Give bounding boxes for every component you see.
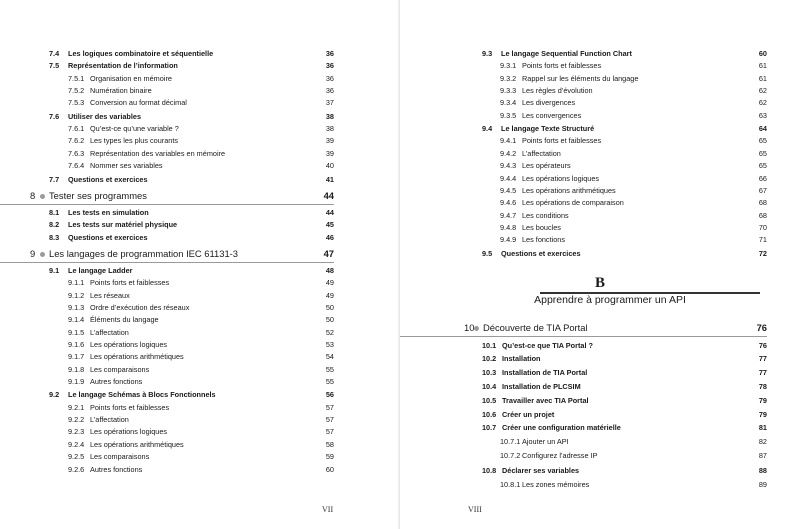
entry-title: Les convergences [522, 110, 582, 120]
entry-number: 9.1.6 [68, 340, 85, 349]
toc-section-entry [464, 340, 767, 352]
entry-page-number: 68 [758, 210, 767, 220]
entry-page-number: 76 [756, 322, 767, 333]
chapter-rule [0, 262, 334, 263]
toc-sub-entry [464, 210, 767, 222]
entry-page-number: 56 [325, 390, 334, 400]
toc-sub-entry [464, 148, 767, 160]
entry-number: 9.5 [482, 248, 493, 258]
toc-sub-entry [464, 85, 767, 97]
entry-page-number: 38 [325, 124, 334, 134]
entry-number: 10.7.2 [500, 450, 521, 460]
toc-sub-entry [30, 439, 334, 451]
entry-page-number: 78 [758, 381, 767, 391]
entry-number: 8.2 [49, 220, 60, 230]
entry-title: L’affectation [522, 148, 561, 158]
entry-title: Éléments du langage [90, 315, 159, 325]
entry-title: Tester ses programmes [49, 189, 147, 201]
toc-sub-entry [30, 376, 334, 388]
entry-page-number: 50 [325, 315, 334, 325]
entry-page-number: 60 [758, 49, 767, 58]
toc-sub-entry [464, 222, 767, 234]
entry-number: 10 [464, 322, 475, 333]
entry-page-number: 77 [758, 354, 767, 364]
entry-page-number: 79 [758, 409, 767, 419]
entry-page-number: 38 [325, 111, 334, 121]
entry-title: Ajouter un API [522, 437, 569, 447]
entry-page-number: 55 [325, 364, 334, 374]
entry-number: 7.4 [49, 49, 60, 58]
toc-sub-entry [464, 234, 767, 246]
entry-title: Les réseaux [90, 290, 130, 300]
entry-page-number: 76 [758, 340, 767, 350]
entry-number: 7.5.2 [68, 86, 85, 96]
entry-title: Conversion au format décimal [90, 98, 187, 108]
entry-title: Les opérations logiques [90, 340, 168, 349]
entry-number: 9.3.4 [500, 98, 517, 108]
entry-title: Le langage Schémas à Blocs Fonctionnels [68, 390, 216, 400]
entry-number: 9 [30, 247, 36, 259]
toc-section-entry [464, 395, 767, 407]
entry-page-number: 65 [758, 136, 767, 146]
chapter-bullet-icon [40, 252, 45, 257]
entry-page-number: 77 [758, 368, 767, 378]
entry-number: 10.7.1 [500, 437, 521, 447]
entry-number: 9.2.3 [68, 427, 85, 437]
entry-title: Questions et exercices [501, 248, 581, 258]
entry-page-number: 62 [758, 86, 767, 96]
toc-sub-entry [30, 97, 334, 109]
toc-sub-entry [30, 277, 334, 289]
entry-title: L’affectation [90, 415, 129, 425]
entry-number: 7.5 [49, 61, 60, 71]
toc-section-entry [30, 219, 334, 231]
toc-section-entry [464, 465, 767, 477]
toc-sub-entry [30, 339, 334, 351]
entry-page-number: 70 [758, 222, 767, 232]
entry-number: 7.7 [49, 174, 60, 184]
entry-page-number: 57 [325, 402, 334, 412]
entry-title: Les règles d’évolution [522, 86, 593, 96]
entry-number: 9.1.3 [68, 302, 85, 312]
entry-page-number: 53 [325, 340, 334, 349]
entry-page-number: 49 [325, 290, 334, 300]
entry-page-number: 58 [325, 439, 334, 449]
toc-sub-entry [30, 451, 334, 463]
entry-page-number: 36 [325, 61, 334, 71]
entry-number: 10.2 [482, 354, 497, 364]
entry-title: Le langage Sequential Function Chart [501, 49, 632, 58]
toc-sub-entry [30, 464, 334, 476]
entry-title: Points forts et faiblesses [90, 402, 170, 412]
entry-title: Les conditions [522, 210, 569, 220]
toc-section-entry [464, 381, 767, 393]
entry-number: 9.1.2 [68, 290, 85, 300]
entry-title: Représentation de l’information [68, 61, 178, 71]
entry-page-number: 47 [323, 247, 334, 259]
entry-page-number: 49 [325, 278, 334, 288]
toc-sub-entry [464, 160, 767, 172]
entry-number: 9.1 [49, 265, 60, 275]
entry-number: 10.7 [482, 423, 497, 433]
toc-sub-entry [464, 197, 767, 209]
toc-section-entry [464, 353, 767, 365]
toc-chapter-entry [464, 321, 767, 335]
entry-page-number: 79 [758, 395, 767, 405]
entry-page-number: 50 [325, 302, 334, 312]
entry-title: L’affectation [90, 327, 129, 337]
entry-title: Installation [502, 354, 541, 364]
entry-number: 7.6.2 [68, 136, 85, 146]
entry-page-number: 64 [758, 124, 767, 134]
toc-section-entry [464, 48, 767, 60]
toc-section-entry [30, 111, 334, 123]
toc-sub-entry [30, 414, 334, 426]
entry-title: Configurez l’adresse IP [522, 450, 598, 460]
entry-page-number: 60 [325, 464, 334, 474]
toc-sub-entry [30, 364, 334, 376]
entry-number: 9.4.9 [500, 235, 517, 245]
toc-sub-entry [464, 110, 767, 122]
entry-title: Utiliser des variables [68, 111, 142, 121]
toc-sub-entry [464, 60, 767, 72]
toc-sub-entry [30, 85, 334, 97]
entry-title: Les opérations logiques [522, 173, 600, 183]
entry-number: 9.1.9 [68, 377, 85, 387]
entry-page-number: 44 [323, 189, 334, 201]
entry-page-number: 65 [758, 161, 767, 171]
entry-title: Installation de TIA Portal [502, 368, 588, 378]
entry-number: 10.5 [482, 395, 497, 405]
entry-page-number: 48 [325, 265, 334, 275]
toc-sub-entry [30, 160, 334, 172]
entry-page-number: 45 [325, 220, 334, 230]
entry-title: Créer une configuration matérielle [502, 423, 621, 433]
entry-page-number: 61 [758, 73, 767, 83]
entry-number: 9.2.5 [68, 452, 85, 462]
entry-title: Les opérations logiques [90, 427, 168, 437]
entry-title: Les boucles [522, 222, 561, 232]
entry-title: Les opérateurs [522, 161, 571, 171]
toc-sub-entry [30, 302, 334, 314]
page-folio: VII [322, 505, 334, 514]
entry-number: 9.1.7 [68, 352, 85, 362]
part-title: Apprendre à programmer un API [534, 294, 686, 306]
entry-number: 7.6 [49, 111, 60, 121]
chapter-rule [0, 204, 334, 205]
toc-sub-entry [464, 436, 767, 448]
entry-page-number: 68 [758, 198, 767, 208]
entry-page-number: 44 [325, 207, 334, 217]
entry-title: Autres fonctions [90, 464, 143, 474]
entry-title: Ordre d’exécution des réseaux [90, 302, 190, 312]
entry-page-number: 67 [758, 185, 767, 195]
chapter-bullet-icon [474, 326, 479, 331]
entry-title: Les divergences [522, 98, 576, 108]
entry-page-number: 89 [758, 479, 767, 489]
entry-page-number: 66 [758, 173, 767, 183]
entry-number: 9.4.3 [500, 161, 517, 171]
entry-number: 9.3.1 [500, 61, 517, 71]
entry-title: Questions et exercices [68, 232, 148, 242]
toc-sub-entry [30, 351, 334, 363]
entry-number: 9.1.8 [68, 364, 85, 374]
entry-page-number: 87 [758, 450, 767, 460]
entry-number: 9.4 [482, 124, 493, 134]
entry-title: Les zones mémoires [522, 479, 590, 489]
entry-number: 9.4.2 [500, 148, 517, 158]
chapter-bullet-icon [40, 194, 45, 199]
entry-title: Installation de PLCSIM [502, 381, 581, 391]
entry-title: Nommer ses variables [90, 161, 163, 171]
part-letter: B [594, 275, 605, 291]
toc-sub-entry [464, 173, 767, 185]
toc-sub-entry [30, 402, 334, 414]
toc-sub-entry [464, 97, 767, 109]
entry-page-number: 37 [325, 98, 334, 108]
toc-sub-entry [30, 123, 334, 135]
entry-page-number: 62 [758, 98, 767, 108]
entry-number: 9.3.2 [500, 73, 517, 83]
entry-number: 9.1.1 [68, 278, 85, 288]
entry-number: 9.4.7 [500, 210, 517, 220]
entry-number: 10.3 [482, 368, 497, 378]
entry-title: Points forts et faiblesses [522, 136, 602, 146]
entry-title: Qu’est-ce que TIA Portal ? [502, 340, 593, 350]
entry-title: Travailler avec TIA Portal [502, 395, 589, 405]
entry-page-number: 41 [325, 174, 334, 184]
entry-page-number: 36 [325, 49, 334, 58]
entry-number: 7.6.4 [68, 161, 85, 171]
toc-chapter-entry [30, 247, 334, 261]
toc-section-entry [30, 265, 334, 277]
entry-title: Les langages de programmation IEC 61131-3 [49, 247, 239, 259]
entry-page-number: 88 [758, 465, 767, 475]
page-folio: VIII [468, 505, 482, 514]
toc-section-entry [30, 174, 334, 186]
entry-page-number: 39 [325, 136, 334, 146]
entry-number: 9.4.4 [500, 173, 517, 183]
entry-page-number: 54 [325, 352, 334, 362]
toc-sub-entry [30, 73, 334, 85]
toc-section-entry [30, 60, 334, 72]
toc-sub-entry [464, 135, 767, 147]
entry-title: Les opérations de comparaison [522, 198, 624, 208]
entry-page-number: 65 [758, 148, 767, 158]
entry-title: Questions et exercices [68, 174, 148, 184]
entry-number: 8.3 [49, 232, 60, 242]
entry-number: 10.8.1 [500, 479, 521, 489]
entry-number: 9.1.4 [68, 315, 85, 325]
entry-title: Les tests sur matériel physique [68, 220, 178, 230]
toc-chapter-entry [30, 189, 334, 203]
entry-number: 9.4.8 [500, 222, 517, 232]
entry-title: Les comparaisons [90, 364, 150, 374]
entry-title: Créer un projet [502, 409, 555, 419]
entry-number: 9.4.1 [500, 136, 517, 146]
toc-sub-entry [30, 135, 334, 147]
entry-page-number: 57 [325, 415, 334, 425]
toc-sub-entry [464, 479, 767, 491]
entry-number: 9.3.5 [500, 110, 517, 120]
entry-number: 9.2.6 [68, 464, 85, 474]
entry-number: 9.2.4 [68, 439, 85, 449]
entry-title: Les opérations arithmétiques [522, 185, 616, 195]
entry-page-number: 72 [758, 248, 767, 258]
toc-section-entry [30, 232, 334, 244]
entry-page-number: 40 [325, 161, 334, 171]
entry-page-number: 71 [758, 235, 767, 245]
entry-title: Numération binaire [90, 86, 152, 96]
entry-number: 10.6 [482, 409, 497, 419]
entry-page-number: 61 [758, 61, 767, 71]
entry-page-number: 39 [325, 148, 334, 158]
entry-title: Rappel sur les éléments du langage [522, 73, 639, 83]
entry-page-number: 82 [758, 437, 767, 447]
entry-title: Les opérations arithmétiques [90, 439, 184, 449]
entry-page-number: 63 [758, 110, 767, 120]
entry-number: 9.3.3 [500, 86, 517, 96]
entry-title: Les opérations arithmétiques [90, 352, 184, 362]
entry-title: Représentation des variables en mémoire [90, 148, 226, 158]
entry-title: Le langage Ladder [68, 265, 133, 275]
entry-number: 9.3 [482, 49, 493, 58]
entry-number: 9.2.2 [68, 415, 85, 425]
entry-number: 7.6.1 [68, 124, 85, 134]
entry-number: 7.6.3 [68, 148, 85, 158]
entry-title: Déclarer ses variables [502, 465, 580, 475]
toc-sub-entry [464, 450, 767, 462]
entry-page-number: 46 [325, 232, 334, 242]
right-page [400, 0, 800, 529]
toc-section-entry [464, 367, 767, 379]
entry-number: 9.4.6 [500, 198, 517, 208]
entry-title: Les types les plus courants [90, 136, 179, 146]
entry-title: Qu’est-ce qu’une variable ? [90, 124, 179, 134]
entry-number: 10.4 [482, 381, 497, 391]
entry-title: Les tests en simulation [68, 207, 149, 217]
toc-sub-entry [464, 73, 767, 85]
entry-number: 9.2.1 [68, 402, 85, 412]
entry-title: Les comparaisons [90, 452, 150, 462]
entry-number: 10.1 [482, 340, 497, 350]
entry-page-number: 52 [325, 327, 334, 337]
entry-number: 9.4.5 [500, 185, 517, 195]
entry-number: 8 [30, 189, 36, 201]
entry-page-number: 59 [325, 452, 334, 462]
entry-title: Organisation en mémoire [90, 73, 172, 83]
toc-section-entry [464, 123, 767, 135]
toc-sub-entry [464, 185, 767, 197]
chapter-rule [400, 336, 767, 337]
toc-section-entry [30, 207, 334, 219]
entry-title: Le langage Texte Structuré [501, 124, 595, 134]
entry-title: Autres fonctions [90, 377, 143, 387]
toc-section-entry [464, 248, 767, 260]
toc-sub-entry [30, 148, 334, 160]
toc-sub-entry [30, 327, 334, 339]
toc-sub-entry [30, 426, 334, 438]
toc-section-entry [30, 389, 334, 401]
entry-number: 9.2 [49, 390, 60, 400]
entry-page-number: 81 [758, 423, 767, 433]
toc-section-entry [464, 409, 767, 421]
entry-number: 7.5.1 [68, 73, 85, 83]
entry-title: Points forts et faiblesses [90, 278, 170, 288]
entry-page-number: 57 [325, 427, 334, 437]
entry-title: Les fonctions [522, 235, 565, 245]
entry-title: Découverte de TIA Portal [483, 322, 588, 333]
toc-section-entry [464, 422, 767, 434]
entry-number: 8.1 [49, 207, 60, 217]
toc-section-entry [30, 48, 334, 60]
entry-page-number: 36 [325, 73, 334, 83]
toc-sub-entry [30, 290, 334, 302]
entry-page-number: 36 [325, 86, 334, 96]
entry-title: Points forts et faiblesses [522, 61, 602, 71]
entry-number: 9.1.5 [68, 327, 85, 337]
entry-title: Les logiques combinatoire et séquentielle [68, 49, 214, 58]
entry-number: 7.5.3 [68, 98, 85, 108]
entry-number: 10.8 [482, 465, 497, 475]
entry-page-number: 55 [325, 377, 334, 387]
toc-sub-entry [30, 314, 334, 326]
